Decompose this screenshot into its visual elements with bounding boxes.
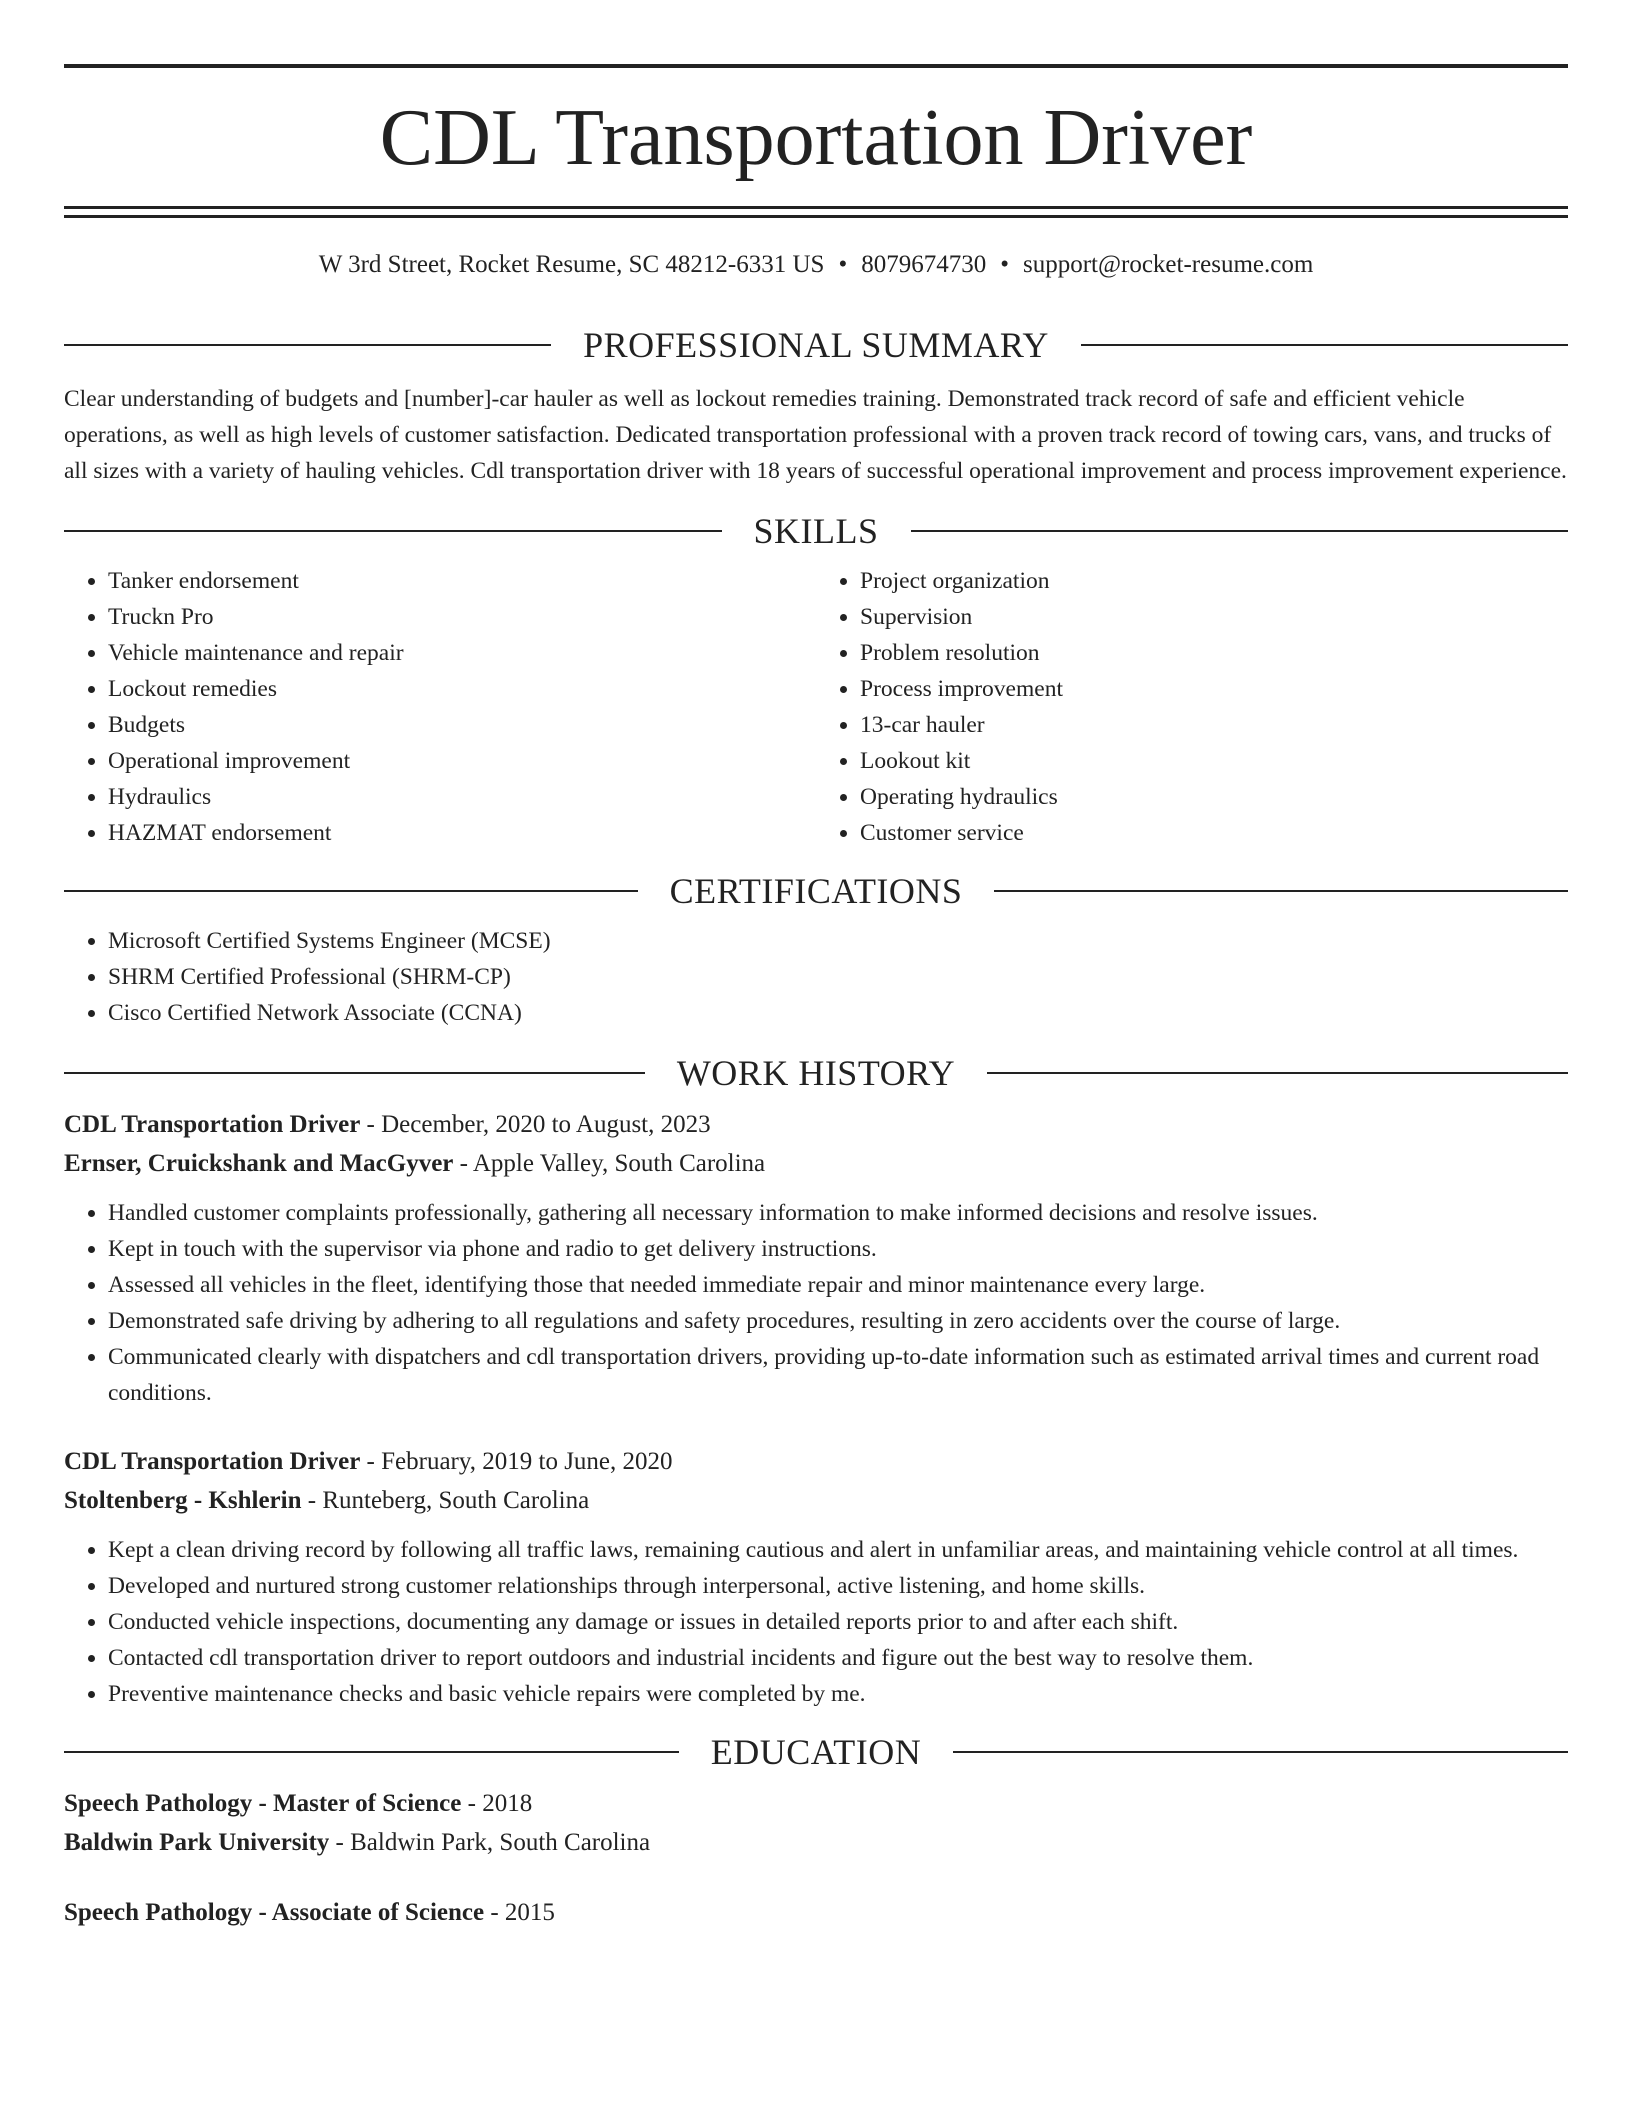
list-item: • Kept in touch with the supervisor via phone and radio to get delivery instructions. (108, 1231, 1568, 1267)
section-heading-certifications (64, 871, 1568, 911)
list-item: • Lockout remedies (108, 671, 816, 707)
school-location: - Baldwin Park, South Carolina (329, 1829, 651, 1856)
contact-line (64, 248, 1568, 282)
company-name: Stoltenberg - Kshlerin (64, 1487, 302, 1514)
section-heading-skills (64, 511, 1568, 551)
section-title: EDUCATION (710, 1732, 922, 1772)
list-item: • Project organization (860, 563, 1568, 599)
divider (911, 530, 1569, 532)
job-dates: - February, 2019 to June, 2020 (360, 1448, 673, 1475)
job-entry (64, 1442, 1568, 1712)
resume-page (64, 64, 1568, 1932)
company-location: - Runteberg, South Carolina (301, 1487, 590, 1514)
double-rule (64, 206, 1568, 218)
degree-year: - 2018 (461, 1790, 533, 1817)
list-item: • Demonstrated safe driving by adhering to all regulations and safety procedures, resulting in zero accidents over the course of large. (108, 1303, 1568, 1339)
section-heading-education (64, 1732, 1568, 1772)
job-company-line (64, 1481, 1568, 1520)
section-title: CERTIFICATIONS (669, 871, 963, 911)
company-location: - Apple Valley, South Carolina (453, 1150, 766, 1177)
list-item: • Process improvement (860, 671, 1568, 707)
company-name: Ernser, Cruickshank and MacGyver (64, 1150, 454, 1177)
list-item: • Hydraulics (108, 779, 816, 815)
section-title: WORK HISTORY (676, 1053, 956, 1093)
skills-list-left (64, 563, 816, 851)
divider (987, 1072, 1568, 1074)
job-title-line (64, 1442, 1568, 1481)
section-title: PROFESSIONAL SUMMARY (583, 325, 1049, 365)
education-entry (64, 1893, 1568, 1932)
divider (64, 1072, 645, 1074)
job-entry (64, 1105, 1568, 1411)
list-item: • Preventive maintenance checks and basic vehicle repairs were completed by me. (108, 1676, 1568, 1712)
list-item: • Operational improvement (108, 743, 816, 779)
top-rule (64, 64, 1568, 68)
job-bullets (64, 1532, 1568, 1712)
list-item: • Operating hydraulics (860, 779, 1568, 815)
email: support@rocket-resume.com (1022, 251, 1314, 278)
list-item: • Cisco Certified Network Associate (CCNA) (108, 995, 1568, 1031)
divider (953, 1751, 1568, 1753)
divider (64, 1751, 679, 1753)
list-item: • Supervision (860, 599, 1568, 635)
job-title: CDL Transportation Driver (64, 1111, 361, 1138)
summary-text: Clear understanding of budgets and [number]-car hauler as well as lockout remedies training. Demonstrated track record of safe and efficient vehicle operations, as well as high levels of customer satisfaction. Dedicated transportation professional with a proven track record of towing cars, vans, and trucks of all sizes with a variety of hauling vehicles. Cdl transportation driver with 18 years of successful operational improvement and process improvement experience. (64, 386, 1567, 484)
list-item: • Handled customer complaints professionally, gathering all necessary information to make informed decisions and resolve issues. (108, 1195, 1568, 1231)
list-item: • Microsoft Certified Systems Engineer (MCSE) (108, 923, 1568, 959)
list-item: • Tanker endorsement (108, 563, 816, 599)
job-title: CDL Transportation Driver (64, 1448, 361, 1475)
divider (994, 890, 1568, 892)
section-heading-work-history (64, 1053, 1568, 1093)
list-item: • Kept a clean driving record by following all traffic laws, remaining cautious and alert in unfamiliar areas, and maintaining vehicle control at all times. (108, 1532, 1568, 1568)
list-item: • Lookout kit (860, 743, 1568, 779)
list-item: • Problem resolution (860, 635, 1568, 671)
list-item: • Vehicle maintenance and repair (108, 635, 816, 671)
divider (64, 530, 722, 532)
list-item: • Conducted vehicle inspections, documenting any damage or issues in detailed reports prior to and after each shift. (108, 1604, 1568, 1640)
degree: Speech Pathology - Master of Science (64, 1790, 462, 1817)
divider (64, 890, 638, 892)
address: W 3rd Street, Rocket Resume, SC 48212-6331 US (318, 251, 825, 278)
job-title-line (64, 1105, 1568, 1144)
list-item: • Communicated clearly with dispatchers and cdl transportation drivers, providing up-to-date information such as estimated arrival times and current road conditions. (108, 1339, 1568, 1411)
separator: • (838, 251, 848, 278)
list-item: • Truckn Pro (108, 599, 816, 635)
job-bullets (64, 1195, 1568, 1411)
list-item: • HAZMAT endorsement (108, 815, 816, 851)
skills-list-right (816, 563, 1568, 851)
phone: 8079674730 (861, 251, 987, 278)
list-item: • 13-car hauler (860, 707, 1568, 743)
list-item: • Developed and nurtured strong customer relationships through interpersonal, active listening, and home skills. (108, 1568, 1568, 1604)
list-item: • SHRM Certified Professional (SHRM-CP) (108, 959, 1568, 995)
degree-line (64, 1784, 1568, 1823)
candidate-name: CDL Transportation Driver (379, 94, 1253, 182)
degree-line (64, 1893, 1568, 1932)
list-item: • Customer service (860, 815, 1568, 851)
job-dates: - December, 2020 to August, 2023 (360, 1111, 711, 1138)
degree: Speech Pathology - Associate of Science (64, 1899, 485, 1926)
list-item: • Contacted cdl transportation driver to report outdoors and industrial incidents and figure out the best way to resolve them. (108, 1640, 1568, 1676)
divider (64, 344, 551, 346)
list-item: • Assessed all vehicles in the fleet, identifying those that needed immediate repair and minor maintenance every large. (108, 1267, 1568, 1303)
list-item: • Budgets (108, 707, 816, 743)
divider (1081, 344, 1568, 346)
skills-columns (64, 563, 1568, 851)
degree-year: - 2015 (484, 1899, 555, 1926)
separator: • (1000, 251, 1009, 278)
school-line (64, 1823, 1568, 1862)
certifications-list (64, 923, 1568, 1031)
education-entry (64, 1784, 1568, 1862)
school-name: Baldwin Park University (64, 1829, 330, 1856)
job-company-line (64, 1144, 1568, 1183)
section-heading-summary (64, 325, 1568, 365)
section-title: SKILLS (753, 511, 879, 551)
